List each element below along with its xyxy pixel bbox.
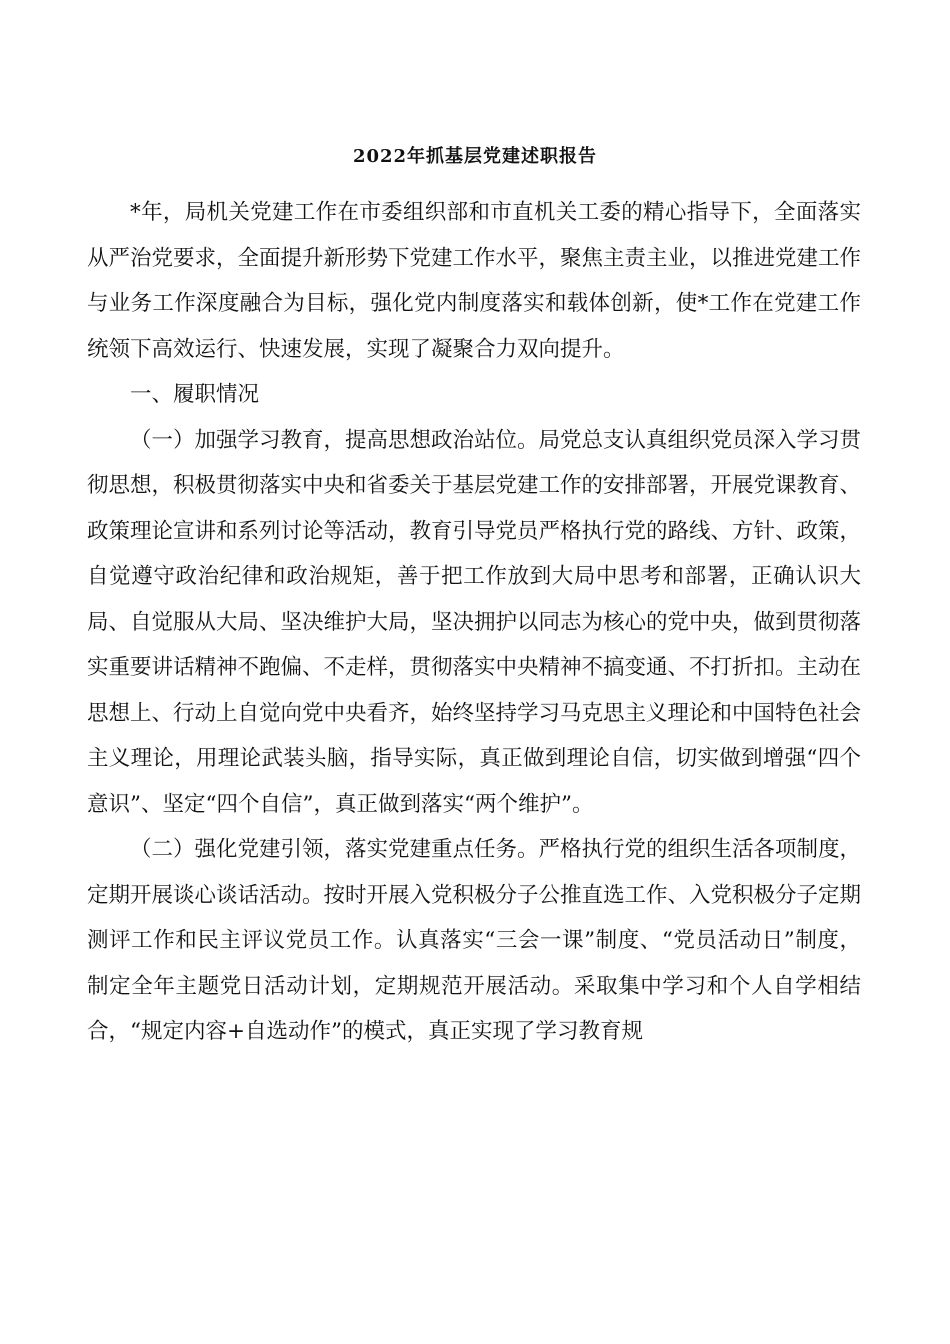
- paragraph-section-1-2: （二）强化党建引领，落实党建重点任务。严格执行党的组织生活各项制度，定期开展谈心谈话活动。按时开展入党积极分子公推直选工作、入党积极分子定期测评工作和民主评议党员工作。认真落实“三会一课”制度、“党员活动日”制度，制定全年主题党日活动计划，定期规范开展活动。采取集中学习和个人自学相结合，“规定内容+自选动作”的模式，真正实现了学习教育规: [87, 837, 862, 1044]
- section-heading: 一、履职情况: [130, 382, 260, 407]
- paragraph-intro: *年，局机关党建工作在市委组织部和市直机关工委的精心指导下，全面落实从严治党要求，全面提升新形势下党建工作水平，聚焦主责主业，以推进党建工作与业务工作深度融合为目标，强化党内制度落实和载体创新，使*工作在党建工作统领下高效运行、快速发展，实现了凝聚合力双向提升。: [87, 200, 862, 362]
- document-body: [87, 190, 861, 1055]
- document-title: 2022年抓基层党建述职报告: [352, 146, 598, 167]
- paragraph-section-1-1: （一）加强学习教育，提高思想政治站位。局党总支认真组织党员深入学习贯彻思想，积极贯彻落实中央和省委关于基层党建工作的安排部署，开展党课教育、政策理论宣讲和系列讨论等活动，教育引导党员严格执行党的路线、方针、政策，自觉遵守政治纪律和政治规矩，善于把工作放到大局中思考和部署，正确认识大局、自觉服从大局、坚决维护大局，坚决拥护以同志为核心的党中央，做到贯彻落实重要讲话精神不跑偏、不走样，贯彻落实中央精神不搞变通、不打折扣。主动在思想上、行动上自觉向党中央看齐，始终坚持学习马克思主义理论和中国特色社会主义理论，用理论武装头脑，指导实际，真正做到理论自信，切实做到增强“四个意识”、坚定“四个自信”，真正做到落实“两个维护”。: [87, 427, 862, 817]
